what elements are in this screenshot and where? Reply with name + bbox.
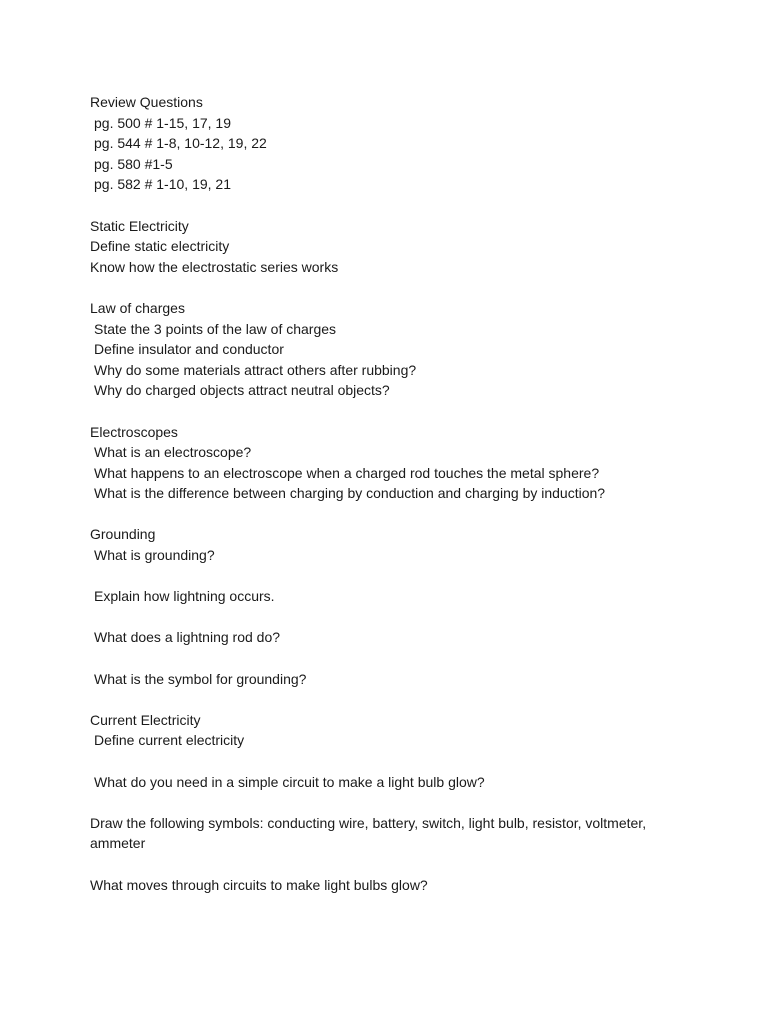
electroscopes-item: What happens to an electroscope when a charged rod touches the metal sphere? [94,464,600,481]
charges-item: Why do charged objects attract neutral objects? [94,382,390,399]
current-item: Define current electricity [94,732,245,749]
charges-item: Why do some materials attract others after rubbing? [94,361,417,378]
section-heading-electroscopes: Electroscopes [90,423,178,440]
grounding-item: Explain how lightning occurs. [94,588,275,605]
spacer [90,195,690,216]
spacer [90,689,690,710]
section-heading-static: Static Electricity [90,217,189,234]
review-item: pg. 580 #1-5 [94,155,173,172]
spacer [90,751,690,772]
spacer [90,566,690,587]
charges-item: Define insulator and conductor [94,341,284,358]
charges-item: State the 3 points of the law of charges [94,320,337,337]
current-item: Draw the following symbols: conducting wire, battery, switch, light bulb, resistor, voltmeter, ammeter [90,814,647,852]
section-heading-current: Current Electricity [90,711,201,728]
spacer [90,401,690,422]
section-heading-charges: Law of charges [90,299,185,316]
review-item: pg. 544 # 1-8, 10-12, 19, 22 [94,135,267,152]
review-item: pg. 582 # 1-10, 19, 21 [94,176,231,193]
spacer [90,504,690,525]
grounding-item: What does a lightning rod do? [94,629,281,646]
current-item: What do you need in a simple circuit to make a light bulb glow? [94,773,485,790]
static-item: Know how the electrostatic series works [90,258,339,275]
review-item: pg. 500 # 1-15, 17, 19 [94,114,231,131]
grounding-item: What is the symbol for grounding? [94,670,307,687]
section-heading-grounding: Grounding [90,526,156,543]
document-body [90,92,690,895]
grounding-item: What is grounding? [94,547,215,564]
electroscopes-item: What is the difference between charging by conduction and charging by induction? [94,485,606,502]
electroscopes-item: What is an electroscope? [94,444,252,461]
section-heading-review: Review Questions [90,94,203,110]
spacer [90,854,690,875]
spacer [90,648,690,669]
static-item: Define static electricity [90,238,230,255]
spacer [90,607,690,628]
spacer [90,792,690,813]
spacer [90,277,690,298]
current-item: What moves through circuits to make light bulbs glow? [90,876,428,893]
